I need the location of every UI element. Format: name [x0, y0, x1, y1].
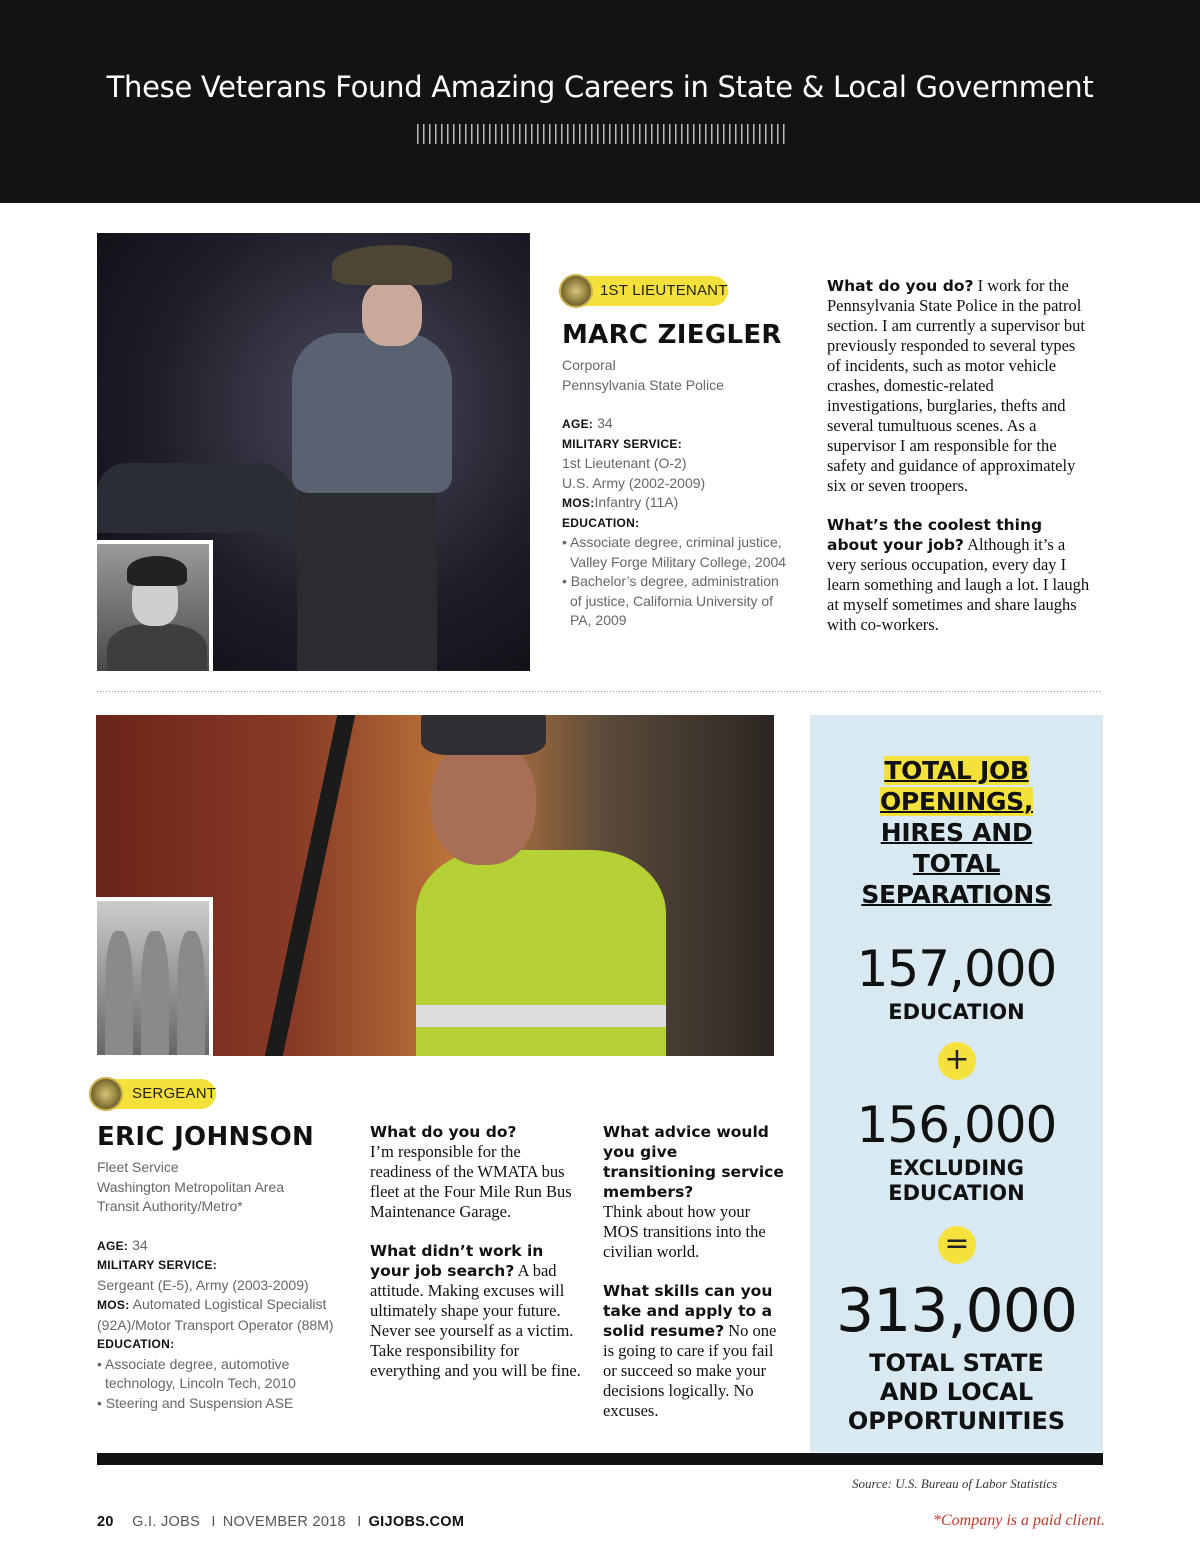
education-item: • Associate degree, criminal justice, Valley Forge Military College, 2004 [562, 534, 787, 570]
page-number: 20 [97, 1514, 114, 1530]
profile-name: ERIC JOHNSON [97, 1122, 315, 1152]
stats-sidebar [810, 715, 1103, 1452]
age-value: 34 [597, 415, 613, 431]
page-title: These Veterans Found Amazing Careers in State & Local Government [106, 70, 1094, 104]
website-link[interactable]: GIJOBS.COM [368, 1514, 465, 1530]
interview-johnson-col2 [603, 1122, 788, 1421]
question: What do you do? [370, 1123, 517, 1141]
page-header [0, 0, 1200, 203]
question: What skills can you take and apply to a solid resume? [603, 1282, 773, 1340]
mos-value: Infantry (11A) [594, 494, 679, 510]
stat-label-total: TOTAL STATE AND LOCAL OPPORTUNITIES [847, 1349, 1066, 1435]
education-item: • Associate degree, automotive technology, Lincoln Tech, 2010 [97, 1355, 296, 1391]
stat-value-total: 313,000 [835, 1276, 1078, 1346]
military-service-line: Sergeant (E-5), Army (2003-2009) [97, 1276, 309, 1293]
answer: Although it’s a very serious occupation, every day I learn something and laugh a lot. I laugh at myself sometimes and share laughs with co-workers. [827, 535, 1090, 634]
stat-label-education: EDUCATION [888, 1000, 1025, 1024]
publication-name: G.I. JOBS [132, 1514, 201, 1530]
paid-client-disclaimer: *Company is a paid client. [933, 1512, 1105, 1529]
employer: Transit Authority/Metro* [97, 1198, 243, 1214]
stat-label-excluding-education: EXCLUDING EDUCATION [888, 1156, 1025, 1205]
age-value: 34 [132, 1236, 148, 1253]
interview-ziegler [827, 276, 1092, 635]
question: What do you do? [827, 277, 974, 295]
stat-value-education: 157,000 [856, 940, 1057, 998]
section-divider [97, 691, 1102, 692]
question: What didn’t work in your job search? [370, 1242, 544, 1280]
inset-photo-ziegler-military [93, 540, 213, 675]
job-title: Corporal [562, 357, 616, 373]
answer: No one is going to care if you fail or succeed so make your decisions logically. No excuses. [603, 1321, 777, 1420]
military-service-line: 1st Lieutenant (O-2) [562, 455, 687, 471]
issue-date: NOVEMBER 2018 [222, 1514, 346, 1530]
military-service-line: U.S. Army (2002-2009) [562, 474, 706, 491]
page-footer: 20 G.I. JOBS I NOVEMBER 2018 I GIJOBS.COM [97, 1514, 465, 1530]
profile-bio: Corporal Pennsylvania State Police AGE: 34 MILITARY SERVICE: 1st Lieutenant (O-2) U.S. Army (2002-2009) MOS:Infantry (11A) EDUCATION: • Associate degree, criminal justice, Valley Forge Military College, 2004 • Bachelor’s degree, administration of justice, California University of PA, 2009 [562, 356, 792, 631]
interview-johnson-col1 [370, 1122, 585, 1381]
army-seal-icon [559, 274, 593, 308]
answer: Think about how your MOS transitions into the civilian world. [603, 1202, 766, 1261]
education-item: • Steering and Suspension ASE [97, 1394, 294, 1411]
header-decoration-bars [417, 124, 785, 144]
equals-icon: = [938, 1226, 976, 1264]
rank-badge-sergeant: SERGEANT [91, 1079, 216, 1109]
question: What advice would you give transitioning service members? [603, 1123, 784, 1201]
answer: I’m responsible for the readiness of the WMATA bus fleet at the Four Mile Run Bus Maintenance Garage. [370, 1142, 572, 1221]
stats-title: TOTAL JOB OPENINGS, HIRES AND TOTAL SEPARATIONS [861, 756, 1052, 909]
inset-photo-johnson-military [93, 897, 213, 1059]
education-item: • Bachelor’s degree, administration of justice, California University of PA, 2009 [562, 573, 779, 628]
mos-value: Automated Logistical Specialist (92A)/Motor Transport Operator (88M) [97, 1296, 334, 1333]
question: What’s the coolest thing about your job? [827, 516, 1043, 554]
plus-icon: + [938, 1042, 976, 1080]
army-seal-icon [89, 1077, 123, 1111]
answer: I work for the Pennsylvania State Police in the patrol section. I am currently a supervisor but previously responded to several types of incidents, such as motor vehicle crashes, domestic-related investigations, burglaries, thefts and several tumultuous scenes. As a supervisor I am responsible for the safety and guidance of approximately six or seven troopers. [827, 276, 1085, 495]
employer: Washington Metropolitan Area [97, 1178, 285, 1195]
bottom-rule [97, 1453, 1103, 1465]
profile-name: MARC ZIEGLER [562, 320, 782, 350]
answer: A bad attitude. Making excuses will ultimately shape your future. Never see yourself as a victim. Take responsibility for everything and you will be fine. [370, 1261, 581, 1380]
employer: Pennsylvania State Police [562, 376, 724, 393]
stat-value-excluding-education: 156,000 [856, 1096, 1057, 1154]
source-note: Source: U.S. Bureau of Labor Statistics [852, 1476, 1058, 1491]
rank-badge-1st-lieutenant: 1ST LIEUTENANT [560, 276, 728, 306]
profile-bio: Fleet Service Washington Metropolitan Area Transit Authority/Metro* AGE: 34 MILITARY SERVICE: Sergeant (E-5), Army (2003-2009) MOS: Automated Logistical Specialist (92A)/Motor Transport Operator (88M) EDUCATION: • Associate degree, automotive technology, Lincoln Tech, 2010 • Steering and Suspension ASE [97, 1158, 337, 1413]
job-title: Fleet Service [97, 1159, 179, 1175]
